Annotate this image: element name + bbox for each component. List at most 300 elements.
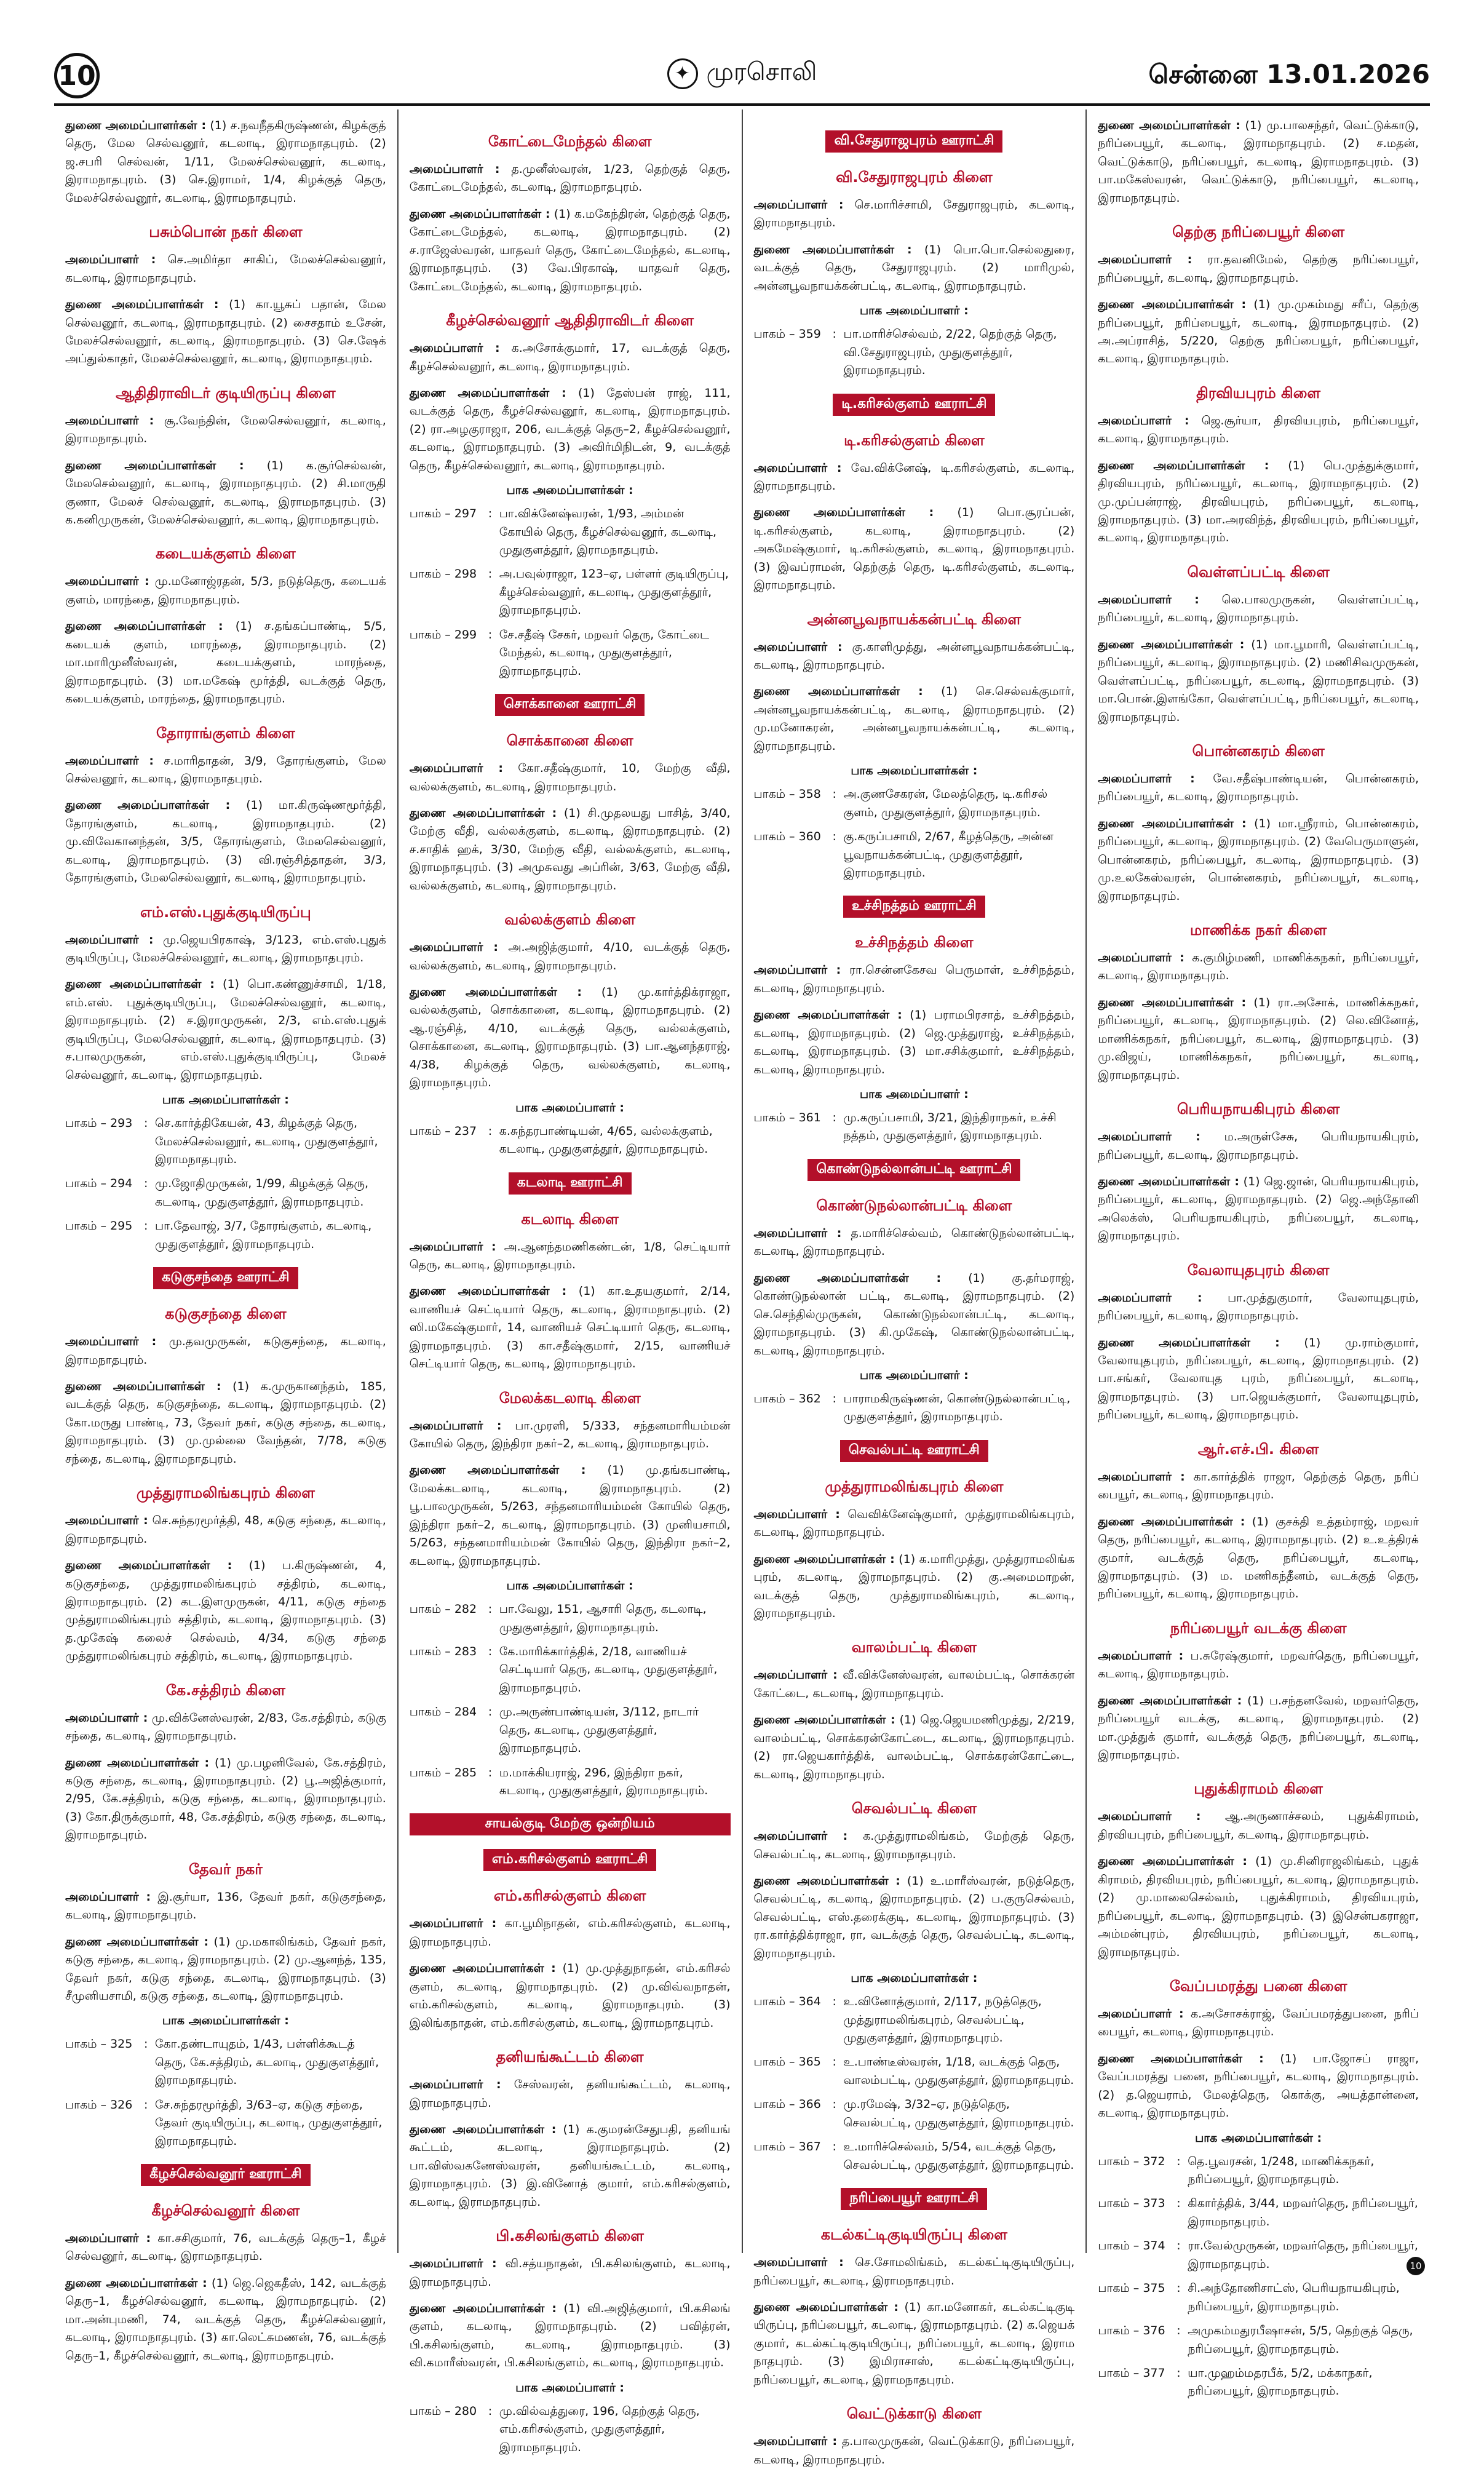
booth-entry bbox=[754, 325, 1075, 380]
member-entry bbox=[65, 976, 386, 1084]
newspaper-brand bbox=[667, 58, 817, 89]
role-label: துணை அமைப்பாளர்கள் : bbox=[409, 985, 582, 999]
member-details: (1) மு.பாலசந்தர், வெட்டுக்காடு, நரிப்பையூர், கடலாடி, இராமநாதபுரம். (2) ச.மதன், வெட்டுக்காடு, நரிப்பையூர், கடலாடி, இராமநாதபுரம். (3) பா.மகேஸ்வரன், வெட்டுக்காடு, நரிப்பையூர், கடலாடி, இராமநாதபுரம். bbox=[1098, 119, 1419, 205]
role-label: துணை அமைப்பாளர்கள் : bbox=[1098, 995, 1247, 1009]
booth-number: பாகம் – 372 bbox=[1098, 2154, 1165, 2168]
booth-heading: பாக அமைப்பாளர்கள் : bbox=[506, 483, 633, 498]
member-details: ம.அருள்சேசு, பெரியநாயகிபுரம், நரிப்பையூர், கடலாடி, இராமநாதபுரம். bbox=[1098, 1130, 1419, 1162]
booth-colon: : bbox=[832, 2140, 836, 2154]
member-details: (1) மு.முகம்மது சரீப், தெற்கு நரிப்பையூர், நரிப்பையூர், கடலாடி, இராமநாதபுரம். (2) அ.அப்ராசித், 5/220, தெற்கு நரிப்பையூர், நரிப்பையூர், கடலாடி, இராமநாதபுரம். bbox=[1098, 298, 1419, 366]
member-entry bbox=[754, 961, 1075, 998]
booth-number: பாகம் – 364 bbox=[753, 1995, 821, 2009]
member-details: மு.தவமுருகன், கடுகுசந்தை, கடலாடி, இராமநாதபுரம். bbox=[65, 1335, 386, 1367]
role-label: அமைப்பாளர் : bbox=[753, 1226, 842, 1240]
booth-number: பாகம் – 358 bbox=[753, 787, 821, 801]
member-entry bbox=[410, 1282, 731, 1373]
role-label: துணை அமைப்பாளர்கள் : bbox=[753, 1874, 900, 1888]
page-number-badge: 10 bbox=[54, 53, 100, 98]
member-details: கா.சசிகுமார், 76, வடக்குத் தெரு–1, கீழச் செல்வனூர், கடலாடி, இராமநாதபுரம். bbox=[65, 2232, 386, 2264]
member-entry bbox=[1098, 770, 1419, 806]
member-entry bbox=[410, 1238, 731, 1274]
member-details: சூ.வேந்தின், மேலசெல்வனூர், கடலாடி, இராமநாதபுரம். bbox=[65, 413, 386, 446]
booth-member: செ.கார்த்திகேயன், 43, கிழக்குத் தெரு, மேலச்செல்வனூர், கடலாடி, முதுகுளத்தூர், இராமநாதபுரம். bbox=[155, 1116, 378, 1166]
member-entry bbox=[65, 573, 386, 609]
branch-title: வி.சேதுராஜபுரம் கிளை bbox=[836, 169, 993, 186]
booth-number: பாகம் – 360 bbox=[753, 830, 821, 844]
member-details: (1) சி.முதலயது பாசித், 3/40, மேற்கு வீதி, வல்லக்குளம், கடலாடி, இராமநாதபுரம். (2) ச.சாதிக் ஹக், 3/30, மேற்கு வீதி, வல்லக்குளம், கடலாடி, இராமநாதபுரம். (3) அமுசுவது அப்ரின், 3/63, மேற்கு வீதி, வல்லக்குளம், கடலாடி, இராமநாதபுரம். bbox=[409, 806, 731, 893]
member-details: (1) க.மகேந்திரன், தெற்குத் தெரு, கோட்டைமேந்தல், கடலாடி, இராமநாதபுரம். (2) ச.ராஜேஸ்வரன், யாதவர் தெரு, கோட்டைமேந்தல், கடலாடி, இராமநாதபுரம். (3) வே.பிரகாஷ், யாதவர் தெரு, கோட்டைமேந்தல், கடலாடி, இராமநாதபுரம். bbox=[409, 207, 731, 293]
booth-number: பாகம் – 285 bbox=[409, 1765, 477, 1779]
branch-title: கோட்டைமேந்தல் கிளை bbox=[488, 133, 652, 150]
role-label: துணை அமைப்பாளர்கள் : bbox=[65, 1755, 210, 1770]
booth-number: பாகம் – 374 bbox=[1098, 2239, 1165, 2253]
member-entry bbox=[410, 340, 731, 376]
member-details: அ.அஜித்குமார், 4/10, வடக்குத் தெரு, வல்லக்குளம், கடலாடி, இராமநாதபுரம். bbox=[409, 940, 731, 972]
branch-title: புதுக்கிராமம் கிளை bbox=[1194, 1780, 1323, 1798]
member-entry bbox=[1098, 296, 1419, 368]
role-label: அமைப்பாளர் : bbox=[1098, 253, 1192, 267]
branch-title: தோராங்குளம் கிளை bbox=[156, 724, 295, 742]
booth-number: பாகம் – 298 bbox=[409, 567, 477, 581]
member-entry bbox=[754, 504, 1075, 594]
member-details: ஜெ.சூர்யா, திரவியபுரம், நரிப்பையூர், கடலாடி, இராமநாதபுரம். bbox=[1098, 413, 1419, 446]
booth-colon: : bbox=[832, 1995, 836, 2009]
member-entry bbox=[65, 931, 386, 968]
role-label: அமைப்பாளர் : bbox=[1098, 1810, 1201, 1824]
member-details: செ.சோமலிங்கம், கடல்கட்டிகுடியிருப்பு, நரிப்பையூர், கடலாடி, இராமநாதபுரம். bbox=[753, 2256, 1075, 2288]
member-details: (1) மு.தங்கபாண்டி, மேலக்கடலாடி, கடலாடி, இராமநாதபுரம். (2) பூ.பாலமுருகன், 5/263, சந்தனமாரியம்மன் கோயில் தெரு, இந்திரா நகர்–2, கடலாடி, இராமநாதபுரம். (3) முனியசாமி, 5/263, சந்தனமாரியம்மன் கோயில் தெரு, இந்திரா நகர்–2, கடலாடி, இராமநாதபுரம். bbox=[409, 1463, 731, 1568]
branch-title: கடல்கட்டிகுடியிருப்பு கிளை bbox=[820, 2226, 1007, 2244]
branch-title: முத்துராமலிங்கபுரம் கிளை bbox=[825, 1477, 1004, 1495]
member-entry bbox=[1098, 1173, 1419, 1246]
role-label: துணை அமைப்பாளர்கள் : bbox=[65, 1934, 209, 1949]
booth-entry bbox=[65, 2035, 386, 2089]
member-entry bbox=[65, 1378, 386, 1468]
member-entry bbox=[1098, 117, 1419, 207]
booth-entry bbox=[754, 1993, 1075, 2047]
member-details: (1) பெ.முத்துக்குமார், திரவியபுரம், நரிப்பையூர், கடலாடி, இராமநாதபுரம். (2) மு.முப்பன்ராஜ், திரவியபுரம், நரிப்பையூர், கடலாடி, இராமநாதபுரம். (3) மா.அரவிந்த், திரவியபுரம், நரிப்பையூர், கடலாடி, இராமநாதபுரம். bbox=[1098, 458, 1419, 545]
booth-heading: பாக அமைப்பாளர் : bbox=[860, 304, 969, 318]
branch-title: கடலாடி கிளை bbox=[521, 1210, 619, 1228]
member-entry bbox=[1098, 2005, 1419, 2042]
member-details: (1) பொ.கண்ணுச்சாமி, 1/18, எம்.எஸ். புதுக்குடியிருப்பு, மேலச்செல்வனூர், கடலாடி, இராமநாதபுரம். (2) ச.இராமுருகன், 2/3, எம்.எஸ்.புதுக் குடியிருப்பு, மேலசெல்வனூர், கடலாடி, இராமநாதபுரம். (3) ச.பாலமுருகன், எம்.எஸ்.புதுக்குடியிருப்பு, மேலச் செல்வனூர், கடலாடி, இராமநாதபுரம். bbox=[65, 977, 386, 1082]
branch-title: வேலாயுதபுரம் கிளை bbox=[1187, 1261, 1330, 1279]
booth-entry bbox=[410, 2403, 731, 2457]
booth-entry bbox=[65, 1115, 386, 1169]
branch-title: கடுகுசந்தை கிளை bbox=[165, 1305, 287, 1323]
member-details: த.மாரிச்செல்வம், கொண்டுநல்லான்பட்டி, கடலாடி, இராமநாதபுரம். bbox=[753, 1226, 1075, 1258]
booth-colon: : bbox=[1176, 2239, 1181, 2253]
panchayat-banner: டி.கரிசல்குளம் ஊராட்சி bbox=[833, 394, 995, 416]
panchayat-banner: உச்சிநத்தம் ஊராட்சி bbox=[843, 896, 985, 918]
member-entry bbox=[1098, 1468, 1419, 1505]
booth-heading: பாக அமைப்பாளர் : bbox=[860, 1368, 969, 1382]
member-entry bbox=[1098, 1808, 1419, 1844]
member-entry bbox=[754, 1666, 1075, 1703]
member-details: செ.சுந்தரமூர்த்தி, 48, கடுகு சந்தை, கடலாடி, இராமநாதபுரம். bbox=[65, 1514, 386, 1546]
member-entry bbox=[1098, 1289, 1419, 1326]
member-entry bbox=[754, 1551, 1075, 1623]
booth-colon: : bbox=[832, 327, 836, 341]
member-entry bbox=[410, 384, 731, 475]
role-label: அமைப்பாளர் : bbox=[65, 1335, 157, 1349]
member-details: (1) குசக்தி உத்தம்ராஜ், மறவர் தெரு, நரிப்பையூர், கடலாடி, இராமநாதபுரம். (2) உ.உத்திரக் குமார், வடக்குத் தெரு, நரிப்பையூர், கடலாடி, இராமநாதபுரம். (3) ம. மணிகந்தீனம், வடக்குத் தெரு, நரிப்பையூர், கடலாடி, இராமநாதபுரம். bbox=[1098, 1514, 1419, 1601]
member-details: லெ.பாலமுருகன், வெள்ளப்பட்டி, நரிப்பையூர், கடலாடி, இராமநாதபுரம். bbox=[1098, 592, 1419, 625]
member-entry bbox=[65, 117, 386, 207]
booth-number: பாகம் – 359 bbox=[753, 327, 821, 341]
booth-number: பாகம் – 367 bbox=[753, 2140, 821, 2154]
branch-title: திரவியபுரம் கிளை bbox=[1196, 384, 1321, 402]
member-entry bbox=[1098, 457, 1419, 547]
booth-entry bbox=[754, 1390, 1075, 1426]
role-label: அமைப்பாளர் : bbox=[65, 2232, 151, 2245]
booth-entry bbox=[65, 2096, 386, 2150]
member-entry bbox=[1098, 815, 1419, 905]
role-label: அமைப்பாளர் : bbox=[1098, 1130, 1200, 1144]
branch-title: நரிப்பையூர் வடக்கு கிளை bbox=[1170, 1619, 1347, 1637]
member-entry bbox=[410, 205, 731, 296]
member-details: வே.விக்னேஷ், டி.கரிசல்குளம், கடலாடி, இராமநாதபுரம். bbox=[753, 461, 1075, 493]
booth-colon: : bbox=[144, 2097, 148, 2112]
member-details: (1) மு.முத்துநாதன், எம்.கரிசல் குளம், கடலாடி, இராமநாதபுரம். (2) மு.விவ்வநாதன், எம்.கரிசல்குளம், கடலாடி, இராமநாதபுரம். (3) இலிங்கநாதன், எம்.கரிசல்குளம், கடலாடி, இராமநாதபுரம். bbox=[409, 1962, 731, 2030]
member-entry bbox=[410, 1960, 731, 2032]
role-label: அமைப்பாளர் : bbox=[1098, 1290, 1202, 1305]
booth-number: பாகம் – 294 bbox=[65, 1177, 133, 1191]
booth-number: பாகம் – 297 bbox=[409, 507, 477, 521]
panchayat-banner: நரிப்பையூர் ஊராட்சி bbox=[841, 2188, 987, 2210]
member-details: (1) கா.உதயகுமார், 2/14, வாணியச் செட்டியார் தெரு, கடலாடி, இராமநாதபுரம். (2) ஸி.மகேஷ்குமார், 14, வாணியச் செட்டியார் தெரு, கடலாடி, இராமநாதபுரம். (3) கா.சதீஷ்குமார், 2/15, வாணியச் செட்டியார் தெரு, கடலாடி, இராமநாதபுரம். bbox=[409, 1284, 731, 1371]
role-label: துணை அமைப்பாளர்கள் : bbox=[1098, 298, 1247, 312]
member-details: க.அசோசக்ராஜ், வேப்பமரத்துபனை, நரிப் பையூர், கடலாடி, இராமநாதபுரம். bbox=[1098, 2006, 1419, 2039]
branch-title: வல்லக்குளம் கிளை bbox=[504, 911, 635, 929]
member-details: (1) ச.நவநீதகிருஷ்ணன், கிழக்குத் தெரு, மேல செல்வனூர், கடலாடி, இராமநாதபுரம். (2) ஜ.சபரி செல்வன், 1/11, மேலச்செல்வனூர், கடலாடி, இராமநாதபுரம். (3) செ.இராமர், 1/4, கிழக்குத் தெரு, மேலச்செல்வனூர், கடலாடி, இராமநாதபுரம். bbox=[65, 119, 386, 205]
branch-title: டி.கரிசல்குளம் கிளை bbox=[844, 431, 985, 449]
booth-member: பா.வேலு, 151, ஆசாரி தெரு, கடலாடி, முதுகுளத்தூர், இராமநாதபுரம். bbox=[499, 1602, 707, 1634]
member-details: (1) மா.கிருஷ்ணமூர்த்தி, தோரங்குளம், கடலாடி, இராமநாதபுரம். (2) மு.விவேகானந்தன், 3/5, தோரங்குளம், மேலசெல்வனூர், கடலாடி, இராமநாதபுரம். (3) வி.ரஞ்சித்தாதன், 3/3, தோரங்குளம், மேலசெல்வனூர், கடலாடி, இராமநாதபுரம். bbox=[65, 798, 386, 885]
role-label: அமைப்பாளர் : bbox=[753, 198, 844, 212]
member-entry bbox=[65, 1888, 386, 1925]
booth-entry bbox=[410, 1703, 731, 1757]
role-label: அமைப்பாளர் : bbox=[409, 761, 503, 776]
branch-title: செவல்பட்டி கிளை bbox=[851, 1800, 977, 1818]
role-label: துணை அமைப்பாளர்கள் : bbox=[409, 207, 550, 221]
member-entry bbox=[65, 1557, 386, 1666]
member-entry bbox=[65, 412, 386, 448]
branch-title: வெள்ளப்பட்டி கிளை bbox=[1187, 563, 1330, 581]
booth-number: பாகம் – 283 bbox=[409, 1644, 477, 1658]
member-details: (1) மு.ராம்குமார், வேலாயுதபுரம், நரிப்பையூர், கடலாடி, இராமநாதபுரம். (2) பா.சங்கர், வேலாயுத புரம், நரிப்பையூர், கடலாடி, இராமநாதபுரம். (3) பா.ஜெயக்குமார், வேலாயுதபுரம், நரிப்பையூர், கடலாடி, இராமநாதபுரம். bbox=[1098, 1335, 1419, 1422]
role-label: அமைப்பாளர் : bbox=[409, 2257, 497, 2271]
member-entry bbox=[754, 2299, 1075, 2389]
booth-number: பாகம் – 365 bbox=[753, 2055, 821, 2069]
booth-member: கே.மாரிக்கார்த்திக், 2/18, வாணியச் செட்டியார் தெரு, கடலாடி, முதுகுளத்தூர், இராமநாதபுரம். bbox=[499, 1644, 718, 1695]
member-entry bbox=[1098, 1128, 1419, 1164]
booth-colon: : bbox=[144, 1116, 148, 1131]
role-label: அமைப்பாளர் : bbox=[65, 253, 156, 267]
role-label: அமைப்பாளர் : bbox=[753, 1507, 840, 1521]
booth-colon: : bbox=[832, 787, 836, 801]
member-details: (1) வி.அஜித்குமார், பி.கசிலங் குளம், கடலாடி, இராமநாதபுரம். (2) பவித்ரன், பி.கசிலங்குளம், கடலாடி, இராமநாதபுரம். (3) வி.கமாரீஸ்வரன், பி.கசிலங்குளம், கடலாடி, இராமநாதபுரம். bbox=[409, 2302, 731, 2370]
booth-member: க.சுந்தரபாண்டியன், 4/65, வல்லக்குளம், கடலாடி, முதுகுளத்தூர், இராமநாதபுரம். bbox=[499, 1124, 713, 1156]
member-details: ரா.தவனிமேல், தெற்கு நரிப்பையூர், நரிப்பையூர், கடலாடி, இராமநாதபுரம். bbox=[1098, 253, 1419, 285]
booth-colon: : bbox=[488, 1644, 493, 1658]
booth-member: மு.ரமேஷ், 3/32–ஏ, நடுத்தெரு, செவல்பட்டி, முதுகுளத்தூர், இராமநாதபுரம். bbox=[843, 2097, 1074, 2129]
booth-member: கிகார்த்திக், 3/44, மறவர்தெரு, நரிப்பையூர், இராமநாதபுரம். bbox=[1188, 2197, 1418, 2228]
member-details: ஆ.அருணாச்சலம், புதுக்கிராமம், திரவியபுரம், நரிப்பையூர், கடலாடி, இராமநாதபுரம். bbox=[1098, 1810, 1419, 1842]
member-details: (1) ஜெ.ஜெகதீஸ், 142, வடக்குத் தெரு–1, கீழச்செல்வனூர், கடலாடி, இராமநாதபுரம். (2) மா.அன்புமணி, 74, வடக்குத் தெரு, கீழச்செல்வனூர், கடலாடி, இராமநாதபுரம். (3) கா.லெட்சுமணன், 76, வடக்குத் தெரு–1, கீழச்செல்வனூர், கடலாடி, இராமநாதபுரம். bbox=[65, 2276, 386, 2363]
member-details: (1) பராமபிரசாத், உச்சிநத்தம், கடலாடி, இராமநாதபுரம். (2) ஜெ.முத்துராஜ், உச்சிநத்தம், கடலாடி, இராமநாதபுரம். (3) மா.சசிக்குமார், உச்சிநத்தம், கடலாடி, இராமநாதபுரம். bbox=[753, 1008, 1075, 1076]
member-details: (1) கா.யூசுப் பதான், மேல செல்வனூர், கடலாடி, இராமநாதபுரம். (2) சைசதாம் உசேன், மேலச்செல்வனூர், கடலாடி, இராமநாதபுரம். (3) செ.ஷேக் அப்துல்காதர், மேலச்செல்வனூர், கடலாடி, இராமநாதபுரம். bbox=[65, 298, 386, 366]
member-details: (1) பொ.பொ.செல்லதுரை, வடக்குத் தெரு, சேதுராஜபுரம். (2) மாரிமுல், அன்னபூவநாயக்கன்பட்டி, கடலாடி, இராமநாதபுரம். bbox=[753, 242, 1075, 293]
member-entry bbox=[65, 797, 386, 887]
role-label: துணை அமைப்பாளர்கள் : bbox=[1098, 119, 1240, 132]
panchayat-banner: கடுகுசந்தை ஊராட்சி bbox=[153, 1267, 298, 1289]
booth-colon: : bbox=[144, 1219, 148, 1233]
member-entry bbox=[410, 161, 731, 197]
member-details: கோ.சதீஷ்குமார், 10, மேற்கு வீதி, வல்லக்குளம், கடலாடி, இராமநாதபுரம். bbox=[409, 761, 731, 793]
member-entry bbox=[1098, 1853, 1419, 1962]
booth-colon: : bbox=[488, 2404, 493, 2418]
member-details: (1) க.மாரிமுத்து, முத்துராமலிங்க புரம், கடலாடி, இராமநாதபுரம். (2) கு.அமைமாறன், வடக்குத் தெரு, முத்துராமலிங்கபுரம், கடலாடி, இராமநாதபுரம். bbox=[753, 1552, 1075, 1620]
booth-number: பாகம் – 373 bbox=[1098, 2197, 1165, 2211]
role-label: துணை அமைப்பாளர்கள் : bbox=[1098, 1174, 1239, 1188]
member-details: அ.ஆனந்தமணிகண்டன், 1/8, செட்டியார் தெரு, கடலாடி, இராமநாதபுரம். bbox=[409, 1239, 731, 1271]
member-entry bbox=[65, 1754, 386, 1845]
role-label: துணை அமைப்பாளர்கள் : bbox=[1098, 1335, 1280, 1350]
branch-title: பொன்னகரம் கிளை bbox=[1192, 742, 1325, 760]
role-label: துணை அமைப்பாளர்கள் : bbox=[753, 1552, 895, 1566]
booth-colon: : bbox=[488, 627, 493, 642]
booth-number: பாகம் – 280 bbox=[409, 2404, 477, 2418]
member-entry bbox=[1098, 1513, 1419, 1604]
booth-number: பாகம் – 237 bbox=[409, 1124, 477, 1138]
role-label: துணை அமைப்பாளர்கள் : bbox=[409, 1284, 567, 1298]
booth-member: அ.குணசேகரன், மேலத்தெரு, டி.கரிசல் குளம், முதுகுளத்தூர், இராமநாதபுரம். bbox=[843, 787, 1048, 819]
member-entry bbox=[754, 2433, 1075, 2469]
role-label: துணை அமைப்பாளர்கள் : bbox=[753, 1713, 895, 1727]
booth-colon: : bbox=[832, 2055, 836, 2069]
booth-number: பாகம் – 366 bbox=[753, 2097, 821, 2112]
member-details: (1) ப.கிருஷ்ணன், 4, கடுகுசந்தை, முத்துராமலிங்கபுரம் சத்திரம், கடலாடி, இராமநாதபுரம். (2) கட.இளமுருகன், 4/11, கடுகு சந்தை முத்துராமலிங்கபுரம் சத்திரம், கடலாடி, இராமநாதபுரம். (3) த.முகேஷ் கலைச் செல்வம், 4/34, கடுகு சந்தை முத்துராமலிங்கபுரம் சத்திரம், கடலாடி, இராமநாதபுரம். bbox=[65, 1559, 386, 1663]
role-label: துணை அமைப்பாளர்கள் : bbox=[65, 619, 223, 634]
booth-member: சே.சதீஷ் சேகர், மறவர் தெரு, கோட்டை மேந்தல், கடலாடி, முதுகுளத்தூர், இராமநாதபுரம். bbox=[499, 627, 710, 678]
booth-heading: பாக அமைப்பாளர் : bbox=[515, 1100, 624, 1115]
booth-heading: பாக அமைப்பாளர்கள் : bbox=[851, 764, 978, 778]
branch-title: ஆதிதிராவிடர் குடியிருப்பு கிளை bbox=[116, 384, 336, 402]
booth-entry bbox=[754, 828, 1075, 882]
booth-heading: பாக அமைப்பாளர்கள் : bbox=[162, 2014, 289, 2028]
booth-member: கோ.தண்டாயுதம், 1/43, பள்ளிக்கூடத் தெரு, கே.சத்திரம், கடலாடி, முதுகுளத்தூர், இராமநாதபுரம். bbox=[155, 2037, 379, 2088]
role-label: துணை அமைப்பாளர்கள் : bbox=[753, 2300, 899, 2314]
member-entry bbox=[65, 296, 386, 368]
member-entry bbox=[65, 2275, 386, 2365]
role-label: துணை அமைப்பாளர்கள் : bbox=[409, 386, 566, 400]
booth-member: பா.மாரிச்செல்வம், 2/22, தெற்குத் தெரு, வி.சேதுராஜபுரம், முதுகுளத்தூர், இராமநாதபுரம். bbox=[843, 327, 1057, 378]
panchayat-banner: கடலாடி ஊராட்சி bbox=[509, 1172, 632, 1195]
branch-title: மேலக்கடலாடி கிளை bbox=[499, 1389, 641, 1407]
member-entry bbox=[754, 638, 1075, 675]
booth-entry bbox=[1098, 2364, 1419, 2401]
member-details: (1) செ.செல்வக்குமார், அன்னபூவநாயக்கன்பட்டி, கடலாடி, இராமநாதபுரம். (2) மு.மனோகரன், அன்னபூவநாயக்கன்பட்டி, கடலாடி, இராமநாதபுரம். bbox=[753, 685, 1075, 753]
member-entry bbox=[1098, 1692, 1419, 1765]
booth-colon: : bbox=[488, 507, 493, 521]
member-details: த.முனீஸ்வரன், 1/23, தெற்குத் தெரு, கோட்டைமேந்தல், கடலாடி, இராமநாதபுரம். bbox=[409, 162, 731, 194]
member-details: க.குமிழ்மணி, மாணிக்கநகர், நரிப்பையூர், கடலாடி, இராமநாதபுரம். bbox=[1098, 951, 1419, 983]
booth-member: பாராமகிருஷ்ணன், கொண்டுநல்லான்பட்டி, முதுகுளத்தூர், இராமநாதபுரம். bbox=[843, 1391, 1071, 1424]
member-entry bbox=[754, 196, 1075, 233]
member-entry bbox=[65, 1333, 386, 1369]
branch-title: வாலம்பட்டி கிளை bbox=[851, 1639, 977, 1656]
role-label: அமைப்பாளர் : bbox=[65, 575, 149, 589]
role-label: அமைப்பாளர் : bbox=[1098, 1648, 1184, 1663]
newspaper-name: முரசொலி bbox=[706, 58, 817, 86]
booth-colon: : bbox=[1176, 2366, 1181, 2380]
member-entry bbox=[754, 1827, 1075, 1864]
booth-colon: : bbox=[832, 2097, 836, 2112]
branch-title: எம்.கரிசல்குளம் கிளை bbox=[493, 1887, 646, 1905]
role-label: அமைப்பாளர் : bbox=[753, 1829, 848, 1843]
booth-entry bbox=[65, 1217, 386, 1254]
member-details: க.அசோக்குமார், 17, வடக்குத் தெரு, கீழச்செல்வனூர், கடலாடி, இராமநாதபுரம். bbox=[409, 341, 731, 373]
branch-title: உச்சிநத்தம் கிளை bbox=[855, 934, 974, 952]
booth-entry bbox=[754, 1109, 1075, 1145]
member-details: (1) மு.கார்த்திக்ராஜா, வல்லக்குளம், சொக்கானை, கடலாடி, இராமநாதபுரம். (2) ஆ.ரஞ்சித், 4/10, வடக்குத் தெரு, வல்லக்குளம், சொக்கானை, கடலாடி, இராமநாதபுரம். (3) பா.ஆனந்தராஜ், 4/38, கிழக்குத் தெரு, வல்லக்குளம், கடலாடி, இராமநாதபுரம். bbox=[409, 985, 731, 1090]
booth-member: யா.முஹம்மதரபீக், 5/2, மக்காநகர், நரிப்பையூர், இராமநாதபுரம். bbox=[1188, 2366, 1373, 2398]
role-label: துணை அமைப்பாளர்கள் : bbox=[409, 806, 557, 820]
member-details: (1) பா.ஜோசப் ராஜா, வேப்பமரத்து பனை, நரிப்பையூர், கடலாடி, இராமநாதபுரம். (2) த.ஜெயராம், மேலத்தெரு, கொக்கு, அயத்தான்னை, கடலாடி, இராமநாதபுரம். bbox=[1098, 2051, 1419, 2120]
role-label: துணை அமைப்பாளர்கள் : bbox=[1098, 458, 1269, 472]
role-label: அமைப்பாளர் : bbox=[753, 1668, 838, 1682]
role-label: துணை அமைப்பாளர்கள் : bbox=[65, 2276, 207, 2290]
member-entry bbox=[1098, 412, 1419, 448]
role-label: துணை அமைப்பாளர்கள் : bbox=[65, 798, 231, 813]
role-label: துணை அமைப்பாளர்கள் : bbox=[65, 977, 215, 992]
member-entry bbox=[754, 459, 1075, 496]
member-entry bbox=[1098, 994, 1419, 1084]
role-label: அமைப்பாளர் : bbox=[1098, 2006, 1184, 2021]
branch-title: மாணிக்க நகர் கிளை bbox=[1189, 921, 1327, 939]
booth-entry bbox=[1098, 2153, 1419, 2189]
member-details: (1) கு.தர்மராஜ், கொண்டுநல்லான் பட்டி, கடலாடி, இராமநாதபுரம். (2) செ.செந்தில்முருகன், கொண்டுநல்லான்பட்டி, கடலாடி, இராமநாதபுரம். (3) கி.முகேஷ், கொண்டுநல்லான்பட்டி, கடலாடி, இராமநாதபுரம். bbox=[753, 1271, 1075, 1358]
booth-entry bbox=[754, 2053, 1075, 2089]
booth-entry bbox=[1098, 2280, 1419, 2316]
booth-number: பாகம் – 361 bbox=[753, 1111, 821, 1124]
member-details: (1) கா.மனோகர், கடல்கட்டிகுடி யிருப்பு, நரிப்பையூர், கடலாடி, இராமநாதபுரம். (2) க.ஜெயக் குமார், கடல்கட்டிகுடியிருப்பு, நரிப்பையூர், கடலாடி, இராம நாதபுரம். (3) இமிராசாஸ், கடல்கட்டிகுடியிருப்பு, நரிப்பையூர், கடலாடி, இராமநாதபுரம். bbox=[753, 2300, 1075, 2387]
member-entry bbox=[754, 1506, 1075, 1542]
member-entry bbox=[1098, 1647, 1419, 1684]
booth-heading: பாக அமைப்பாளர் : bbox=[860, 1087, 969, 1101]
branch-title: தேவர் நகர் bbox=[188, 1860, 263, 1878]
member-entry bbox=[410, 1915, 731, 1951]
booth-entry bbox=[65, 1175, 386, 1211]
member-details: (1) க.முருகானந்தம், 185, வடக்குத் தெரு, கடுகுசந்தை, கடலாடி, இராமநாதபுரம். (2) கோ.மருது பாண்டி, 73, தேவர் நகர், கடுகு சந்தை, கடலாடி, இராமநாதபுரம். (3) மு.முல்லை வேந்தன், 7/78, கடுகு சந்தை, கடலாடி, இராமநாதபுரம். bbox=[65, 1380, 386, 1466]
role-label: அமைப்பாளர் : bbox=[753, 963, 841, 977]
panchayat-banner: எம்.கரிசல்குளம் ஊராட்சி bbox=[483, 1849, 657, 1871]
role-label: துணை அமைப்பாளர்கள் : bbox=[409, 1962, 556, 1976]
role-label: துணை அமைப்பாளர்கள் : bbox=[65, 1380, 221, 1393]
branch-title: தெற்கு நரிப்பையூர் கிளை bbox=[1172, 223, 1345, 241]
member-details: வெவிக்னேஷ்குமார், முத்துராமலிங்கபுரம், கடலாடி, இராமநாதபுரம். bbox=[753, 1507, 1075, 1540]
role-label: அமைப்பாளர் : bbox=[1098, 1469, 1185, 1484]
member-details: க.முத்துராமலிங்கம், மேற்குத் தெரு, செவல்பட்டி, கடலாடி, இராமநாதபுரம். bbox=[753, 1829, 1075, 1861]
member-entry bbox=[754, 1270, 1075, 1360]
branch-title: சொக்கானை கிளை bbox=[506, 732, 633, 750]
panchayat-banner: செவல்பட்டி ஊராட்சி bbox=[840, 1440, 988, 1462]
booth-member: மு.ஜோதிமுருகன், 1/99, கிழக்குத் தெரு, கடலாடி, முதுகுளத்தூர், இராமநாதபுரம். bbox=[155, 1177, 369, 1209]
role-label: துணை அமைப்பாளர்கள் : bbox=[409, 2302, 557, 2315]
member-details: ரா.சென்னகேசவ பெருமாள், உச்சிநத்தம், கடலாடி, இராமநாதபுரம். bbox=[753, 963, 1075, 995]
booth-colon: : bbox=[832, 1111, 836, 1124]
booth-number: பாகம் – 376 bbox=[1098, 2324, 1165, 2338]
booth-heading: பாக அமைப்பாளர்கள் : bbox=[1195, 2131, 1322, 2145]
role-label: அமைப்பாளர் : bbox=[1098, 951, 1184, 964]
role-label: அமைப்பாளர் : bbox=[65, 932, 154, 947]
role-label: துணை அமைப்பாளர்கள் : bbox=[753, 1271, 942, 1285]
role-label: அமைப்பாளர் : bbox=[65, 413, 154, 427]
role-label: அமைப்பாளர் : bbox=[753, 640, 843, 654]
booth-heading: பாக அமைப்பாளர்கள் : bbox=[162, 1093, 289, 1107]
booth-entry bbox=[410, 1123, 731, 1159]
member-details: ச.மாரிதாதன், 3/9, தோரங்குளம், மேல செல்வனூர், கடலாடி, இராமநாதபுரம். bbox=[65, 753, 386, 785]
member-entry bbox=[410, 939, 731, 975]
masthead bbox=[54, 53, 1430, 101]
branch-title: கொண்டுநல்லான்பட்டி கிளை bbox=[816, 1196, 1012, 1214]
member-entry bbox=[410, 1461, 731, 1570]
booth-colon: : bbox=[832, 1391, 836, 1405]
booth-colon: : bbox=[1176, 2324, 1181, 2338]
role-label: துணை அமைப்பாளர்கள் : bbox=[1098, 816, 1247, 830]
booth-member: மு.அருண்பாண்டியன், 3/112, நாடார் தெரு, கடலாடி, முதுகுளத்தூர், இராமநாதபுரம். bbox=[499, 1705, 699, 1755]
role-label: அமைப்பாளர் : bbox=[409, 341, 500, 356]
member-entry bbox=[410, 760, 731, 796]
booth-heading: பாக அமைப்பாளர்கள் : bbox=[851, 1971, 978, 1986]
member-details: கா.கார்த்திக் ராஜா, தெற்குத் தெரு, நரிப் பையூர், கடலாடி, இராமநாதபுரம். bbox=[1098, 1469, 1419, 1502]
member-entry bbox=[65, 457, 386, 530]
booth-member: உ.வினோத்குமார், 2/117, நடுத்தெரு, முத்துராமலிங்கபுரம், செவல்பட்டி, முதுகுளத்தூர், இராமநாதபுரம். bbox=[843, 1995, 1042, 2045]
member-details: பா.முரளி, 5/333, சந்தனமாரியம்மன் கோயில் தெரு, இந்திரா நகர்–2, கடலாடி, இராமநாதபுரம். bbox=[409, 1418, 731, 1450]
member-entry bbox=[410, 1417, 731, 1453]
role-label: துணை அமைப்பாளர்கள் : bbox=[65, 458, 244, 472]
booth-colon: : bbox=[488, 567, 493, 581]
booth-number: பாகம் – 284 bbox=[409, 1705, 477, 1719]
booth-colon: : bbox=[1176, 2154, 1181, 2168]
member-entry bbox=[65, 2230, 386, 2266]
booth-colon: : bbox=[488, 1765, 493, 1779]
member-entry bbox=[754, 1872, 1075, 1963]
member-details: மு.மனோஜ்ரதன், 5/3, நடுத்தெரு, கடையக் குளம், மாரந்தை, இராமநாதபுரம். bbox=[65, 575, 386, 606]
branch-title: ஆர்.எச்.பி. கிளை bbox=[1197, 1440, 1319, 1458]
member-entry bbox=[65, 1933, 386, 2006]
booth-entry bbox=[754, 2096, 1075, 2132]
column-2 bbox=[399, 109, 743, 2454]
masthead-rule bbox=[54, 103, 1430, 106]
booth-colon: : bbox=[1176, 2281, 1181, 2296]
member-details: த.பாலமுருகன், வெட்டுக்காடு, நரிப்பையூர், கடலாடி, இராமநாதபுரம். bbox=[753, 2435, 1075, 2467]
member-entry bbox=[65, 1709, 386, 1746]
footer-page-number: 10 bbox=[1407, 2257, 1425, 2275]
member-entry bbox=[754, 1006, 1075, 1079]
booth-entry bbox=[410, 1764, 731, 1800]
booth-colon: : bbox=[144, 1177, 148, 1191]
member-details: (1) ஜெ.ஜான், பெரியநாயகிபுரம், நரிப்பையூர், கடலாடி, இராமநாதபுரம். (2) ஜெ.அந்தோனி அலெக்ஸ், பெரியநாயகிபுரம், நரிப்பையூர், கடலாடி, இராமநாதபுரம். bbox=[1098, 1174, 1419, 1243]
booth-number: பாகம் – 325 bbox=[65, 2037, 133, 2051]
booth-colon: : bbox=[832, 830, 836, 844]
role-label: துணை அமைப்பாளர்கள் : bbox=[65, 1559, 232, 1573]
booth-entry bbox=[410, 626, 731, 680]
booth-member: மு.கருப்பசாமி, 3/21, இந்திராநகர், உச்சி நத்தம், முதுகுளத்தூர், இராமநாதபுரம். bbox=[843, 1111, 1057, 1143]
booth-entry bbox=[1098, 2322, 1419, 2358]
booth-colon: : bbox=[488, 1124, 493, 1138]
